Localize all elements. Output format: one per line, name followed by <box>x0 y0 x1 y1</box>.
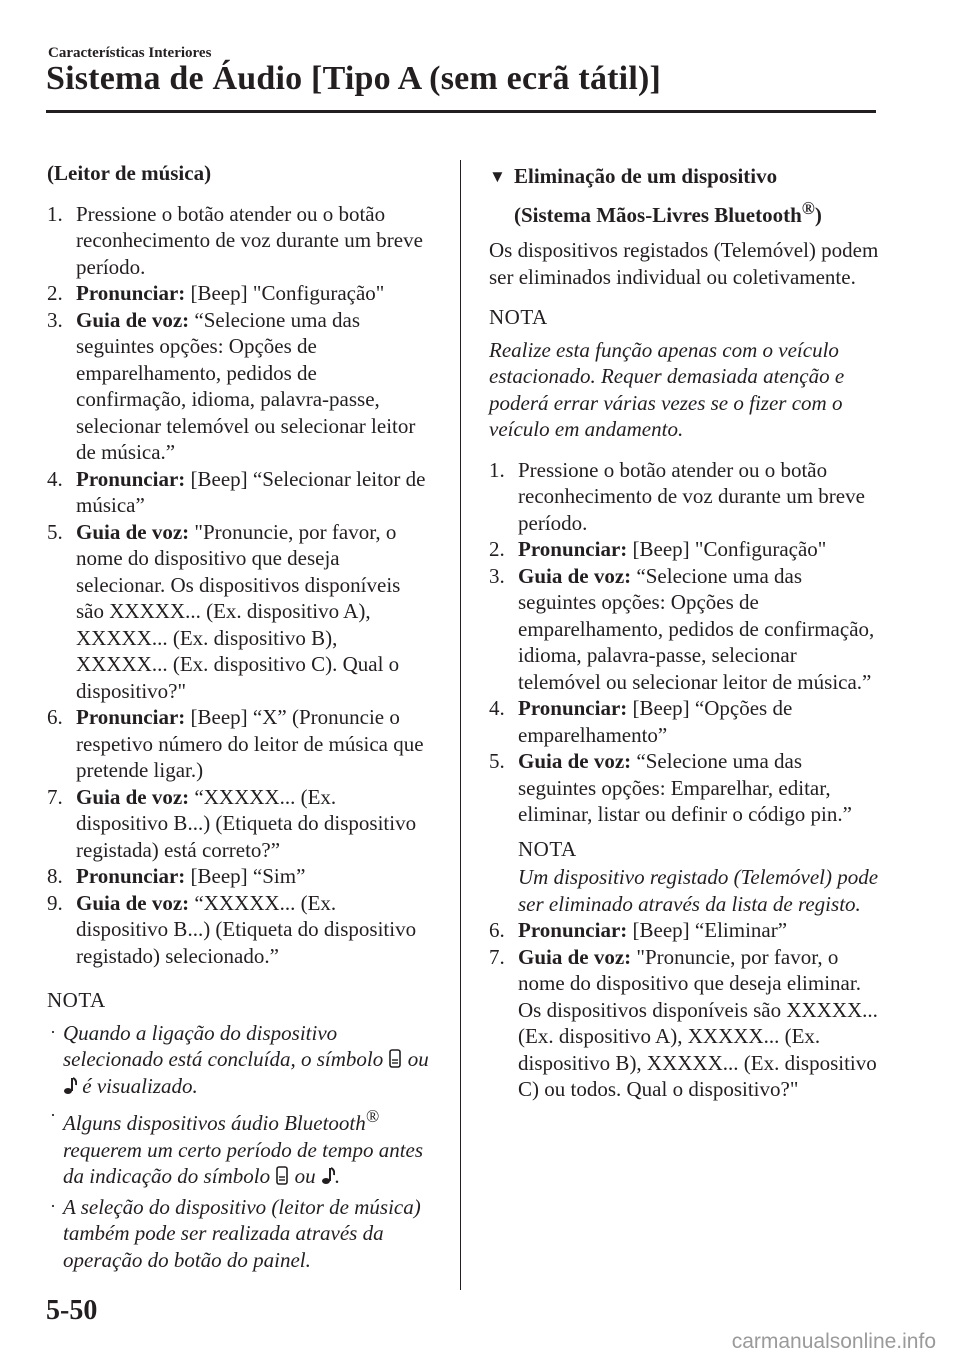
step-text: [Beep] “Sim” <box>190 864 306 888</box>
step-label: Guia de voz: <box>76 890 190 915</box>
music-player-steps <box>47 201 432 970</box>
nota-bullet <box>47 1020 432 1100</box>
left-column <box>47 160 432 1277</box>
step-number: 6. <box>47 705 63 729</box>
step-text: [Beep] "Configuração" <box>632 537 827 561</box>
nota-text: é visualizado. <box>82 1073 198 1098</box>
nota-text: Realize esta função apenas com o veículo estacionado. Requer demasiada atenção e poderá errar várias vezes se o fizer com o veículo em andamento. <box>489 337 845 441</box>
step-text: “Selecione uma das seguintes opções: Opções de emparelhamento, pedidos de confirmação, idioma, palavra-passe, selecionar telemóvel ou selecionar leitor de música.” <box>76 307 416 464</box>
bullet-dot-icon: · <box>50 1105 56 1125</box>
step-text: [Beep] “Selecionar leitor de música” <box>76 466 426 517</box>
nota-text: ou <box>407 1047 429 1071</box>
step-label: Guia de voz: <box>76 784 190 809</box>
step-item <box>47 519 432 705</box>
step-label: Pronunciar: <box>76 466 186 491</box>
step-item <box>47 704 432 784</box>
registered-mark: ® <box>801 198 815 218</box>
step-label: Pronunciar: <box>76 705 186 729</box>
nota-text: Quando a ligação do dispositivo selecionado está concluída, o símbolo <box>63 1020 384 1071</box>
step-number: 5. <box>47 519 63 544</box>
step-number: 7. <box>47 784 63 809</box>
step-label: Guia de voz: <box>518 749 632 773</box>
step-text: Pressione o botão atender ou o botão reconhecimento de voz durante um breve período. <box>518 457 865 535</box>
bluetooth-phone-icon <box>275 1166 289 1185</box>
nota-text: ou <box>294 1164 316 1188</box>
music-player-subheading: (Leitor de música) <box>47 161 212 185</box>
registered-mark: ® <box>365 1106 380 1126</box>
step-item <box>47 863 432 890</box>
step-item <box>47 280 432 307</box>
step-number: 1. <box>489 457 505 482</box>
bullet-dot-icon: · <box>50 1021 56 1042</box>
step-item <box>489 944 884 1103</box>
delete-device-heading <box>489 160 884 231</box>
step-number: 4. <box>489 696 505 720</box>
step-text: [Beep] "Configuração" <box>190 281 385 305</box>
step-number: 4. <box>47 466 63 491</box>
triangle-down-icon: ▼ <box>489 167 506 186</box>
inner-nota <box>518 836 884 918</box>
header-section-label: Características Interiores <box>48 45 212 61</box>
step-text: “XXXXX... (Ex. dispositivo B...) (Etiqueta do dispositivo registada) está correto?” <box>76 784 417 862</box>
nota-text: Alguns dispositivos áudio Bluetooth <box>63 1111 366 1135</box>
step-item <box>489 695 884 748</box>
intro-paragraph: Os dispositivos registados (Telemóvel) podem ser eliminados individual ou coletivamente. <box>489 238 879 289</box>
step-number: 2. <box>47 281 63 305</box>
heading-line: ) <box>814 203 822 227</box>
step-item <box>489 536 884 563</box>
step-item <box>47 784 432 864</box>
step-label: Pronunciar: <box>518 918 628 942</box>
page-number: 5-50 <box>46 1295 98 1326</box>
step-number: 6. <box>489 918 505 942</box>
step-label: Pronunciar: <box>76 281 186 305</box>
nota-text: requerem um certo período de tempo antes da indicação do símbolo <box>63 1137 424 1188</box>
nota-text: A seleção do dispositivo (leitor de música) também pode ser realizada através da operação do botão do painel. <box>63 1194 421 1272</box>
step-text: “XXXXX... (Ex. dispositivo B...) (Etiqueta do dispositivo registado) selecionado.” <box>76 890 417 968</box>
heading-line: Eliminação de um dispositivo <box>514 164 778 188</box>
step-text: "Pronuncie, por favor, o nome do dispositivo que deseja selecionar. Os dispositivos disponíveis são XXXXX... (Ex. dispositivo A), XXXXX... (Ex. dispositivo B), XXXXX... (Ex. dispositivo C). Qual o dispositivo?" <box>76 519 401 703</box>
nota-bullet <box>47 1194 432 1274</box>
step-label: Pronunciar: <box>518 537 628 561</box>
right-column <box>489 160 884 1103</box>
music-note-icon <box>63 1076 77 1095</box>
step-text: [Beep] “Opções de emparelhamento” <box>518 696 793 747</box>
step-item <box>489 457 884 537</box>
nota-text: Um dispositivo registado (Telemóvel) pode ser eliminado através da lista de registo. <box>518 865 879 916</box>
step-number: 3. <box>47 307 63 332</box>
column-divider <box>460 160 461 1290</box>
step-number: 3. <box>489 563 505 588</box>
step-item <box>47 466 432 519</box>
step-text: "Pronuncie, por favor, o nome do dispositivo que deseja eliminar. Os dispositivos disponíveis são XXXXX... (Ex. dispositivo A), XXXXX... (Ex. dispositivo B), XXXXX... (Ex. dispositivo C) ou todos. Qual o dispositivo?" <box>518 944 878 1101</box>
nota-label: NOTA <box>489 305 548 329</box>
step-number: 8. <box>47 864 63 888</box>
nota-label: NOTA <box>47 988 106 1012</box>
bullet-dot-icon: · <box>50 1195 56 1216</box>
step-item <box>47 307 432 466</box>
step-label: Guia de voz: <box>518 563 632 588</box>
watermark: carmanualsonline.info <box>731 1330 936 1353</box>
nota-bullet <box>47 1103 432 1190</box>
step-item <box>47 890 432 970</box>
step-text: “Selecione uma das seguintes opções: Opções de emparelhamento, pedidos de confirmação, idioma, palavra-passe, selecionar telemóvel ou selecionar leitor de música.” <box>518 563 875 694</box>
step-label: Guia de voz: <box>76 307 190 332</box>
step-text: [Beep] “X” (Pronuncie o respetivo número do leitor de música que pretende ligar.) <box>76 705 424 782</box>
step-text: “Selecione uma das seguintes opções: Emparelhar, editar, eliminar, listar ou definir o código pin.” <box>518 749 852 826</box>
step-label: Pronunciar: <box>518 696 628 720</box>
step-label: Guia de voz: <box>76 519 190 544</box>
nota-bullets <box>47 1020 432 1274</box>
step-label: Guia de voz: <box>518 944 632 969</box>
step-number: 1. <box>47 201 63 226</box>
step-item <box>489 563 884 696</box>
bluetooth-phone-icon <box>388 1049 402 1068</box>
step-item <box>489 917 884 944</box>
nota-text: . <box>334 1164 341 1188</box>
step-number: 7. <box>489 944 505 969</box>
heading-line: (Sistema Mãos-Livres Bluetooth <box>514 203 802 227</box>
step-number: 5. <box>489 749 505 773</box>
step-number: 9. <box>47 890 63 915</box>
nota-label: NOTA <box>518 836 577 861</box>
step-item <box>489 748 884 917</box>
delete-device-steps <box>489 457 884 1103</box>
header-rule <box>46 110 876 113</box>
step-label: Pronunciar: <box>76 864 186 888</box>
step-number: 2. <box>489 537 505 561</box>
page-title: Sistema de Áudio [Tipo A (sem ecrã tátil)] <box>46 60 662 97</box>
step-text: [Beep] “Eliminar” <box>632 918 788 942</box>
step-item <box>47 201 432 281</box>
music-note-icon <box>321 1166 335 1185</box>
step-text: Pressione o botão atender ou o botão reconhecimento de voz durante um breve período. <box>76 201 423 279</box>
